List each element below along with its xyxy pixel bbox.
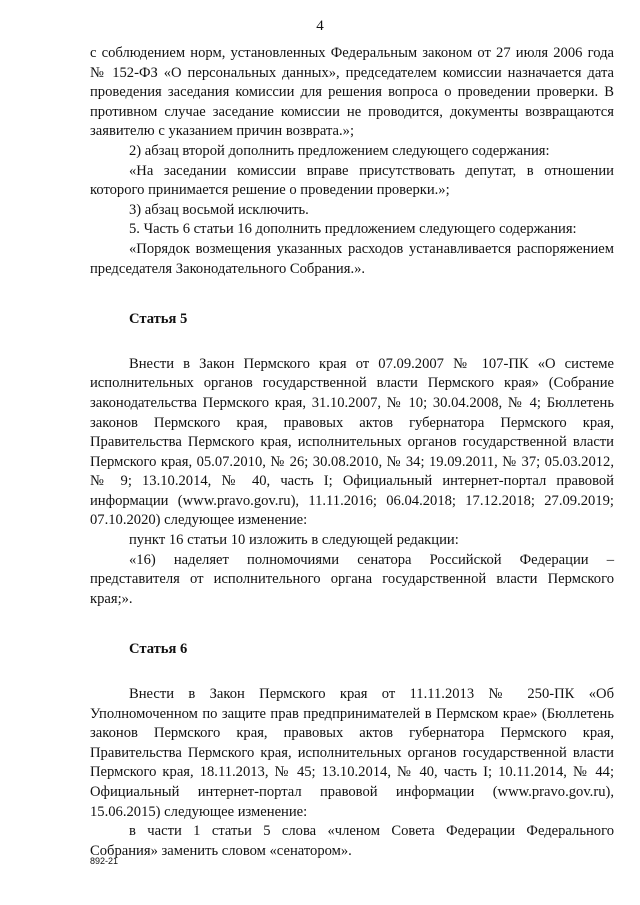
document-code: 892-21 bbox=[90, 856, 119, 866]
article-6-paragraph-2: в части 1 статьи 5 слова «членом Совета Федерации Федерального Собрания» заменить словом «сенатором». bbox=[90, 823, 614, 859]
paragraph-quote-2: «Порядок возмещения указанных расходов устанавливается распоряжением председателя Законодательного Собрания.». bbox=[90, 240, 614, 277]
paragraph-item-2: 2) абзац второй дополнить предложением следующего содержания: bbox=[129, 142, 550, 159]
paragraph-item-5: 5. Часть 6 статьи 16 дополнить предложением следующего содержания: bbox=[129, 221, 577, 238]
article-5-title: Статья 5 bbox=[129, 311, 188, 328]
article-5-paragraph-3: «16) наделяет полномочиями сенатора Российской Федерации – представителя от исполнительного органа государственной власти Пермского края;». bbox=[90, 551, 614, 607]
paragraph-quote-1: «На заседании комиссии вправе присутствовать депутат, в отношении которого принимается решение о проведении проверки.»; bbox=[90, 162, 614, 199]
paragraph-item-3: 3) абзац восьмой исключить. bbox=[129, 201, 309, 218]
article-5-paragraph-2: пункт 16 статьи 10 изложить в следующей редакции: bbox=[129, 532, 459, 549]
article-6-paragraph-1: Внести в Закон Пермского края от 11.11.2013 № 250-ПК «Об Уполномоченном по защите прав предпринимателей в Пермском крае» (Бюллетень законов Пермского края, правовых актов губернатора Пермского края, Правительства Пермского края, исполнительных органов государственной власти Пермского края, 18.11.2013, № 45; 13.10.2014, № 40, часть I; 10.11.2014, № 44; Официальный интернет-портал правовой информации (www.pravo.gov.ru), 15.06.2015) следующее изменение: bbox=[90, 686, 614, 820]
page-number: 4 bbox=[316, 18, 324, 34]
article-6-title: Статья 6 bbox=[129, 641, 188, 658]
article-5-paragraph-1: Внести в Закон Пермского края от 07.09.2007 № 107-ПК «О системе исполнительных органов государственной власти Пермского края» (Собрание законодательства Пермского края, 31.10.2007, № 10; 30.04.2008, № 4; Бюллетень законов Пермского края, правовых актов губернатора Пермского края, Правительства Пермского края, исполнительных органов государственной власти Пермского края, 05.07.2010, № 26; 30.08.2010, № 34; 19.09.2011, № 37; 05.03.2012, № 9; 13.10.2014, № 40, часть I; Официальный интернет-портал правовой информации (www.pravo.gov.ru), 11.11.2016; 06.04.2018; 17.12.2018; 27.09.2019; 07.10.2020) следующее изменение: bbox=[90, 355, 614, 529]
paragraph-continuation: с соблюдением норм, установленных Федеральным законом от 27 июля 2006 года № 152-ФЗ «О персональных данных», председателем комиссии назначается дата проведения заседания комиссии для решения вопроса о проведении проверки. В противном случае заседание комиссии не проводится, документы возвращаются заявителю с указанием причин возврата.»; bbox=[90, 45, 614, 140]
document-body bbox=[90, 44, 614, 861]
